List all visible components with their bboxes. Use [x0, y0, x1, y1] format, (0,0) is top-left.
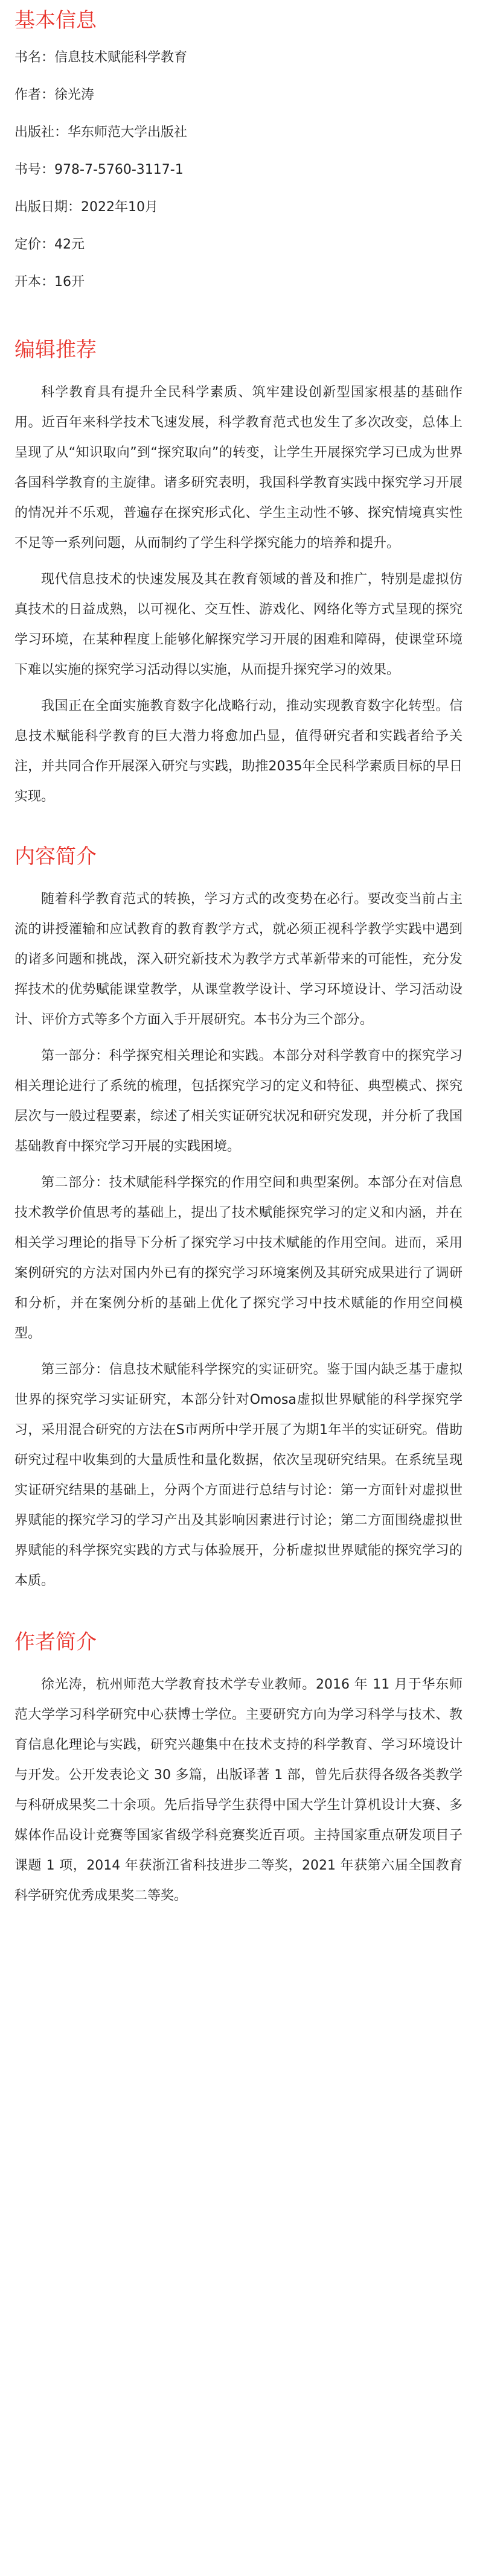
- publish-date-label: 出版日期：: [14, 200, 82, 215]
- author-line: [14, 86, 463, 105]
- book-title-label: 书名：: [14, 50, 55, 65]
- content-summary-paragraph: 第一部分：科学探究相关理论和实践。本部分对科学教育中的探究学习相关理论进行了系统的梳理，包括探究学习的定义和特征、典型模式、探究层次与一般过程要素，综述了相关实证研究状况和研究发现，并分析了我国基础教育中探究学习开展的实践困境。: [14, 1048, 463, 1154]
- author-intro-section: [14, 1629, 463, 1911]
- content-summary-section: [14, 843, 463, 1596]
- author-intro-paragraph: 徐光涛，杭州师范大学教育技术学专业教师。2016 年 11 月于华东师范大学学习科学研究中心获博士学位。主要研究方向为学习科学与技术、教育信息化理论与实践，研究兴趣集中在技术支持的科学教育、学习环境设计与开发。公开发表论文 30 多篇，出版译著 1 部，曾先后获得各级各类教学与科研成果奖二十余项。先后指导学生获得中国大学生计算机设计大赛、多媒体作品设计竞赛等国家省级学科竞赛奖近百项。主持国家重点研发项目子课题 1 项，2014 年获浙江省科技进步二等奖，2021 年获第六届全国教育科学研究优秀成果奖二等奖。: [14, 1677, 463, 1903]
- editor-recommendation-heading: 编辑推荐: [14, 338, 97, 362]
- editor-recommendation-paragraph: 现代信息技术的快速发展及其在教育领域的普及和推广，特别是虚拟仿真技术的日益成熟，以可视化、交互性、游戏化、网络化等方式呈现的探究学习环境，在某种程度上能够化解探究学习开展的困难和障碍，使课堂环境下难以实施的探究学习活动得以实施，从而提升探究学习的效果。: [14, 572, 463, 677]
- format-label: 开本：: [14, 274, 55, 290]
- publish-date-value: 2022年10月: [81, 200, 158, 215]
- format-line: [14, 273, 463, 292]
- isbn-line: [14, 160, 463, 180]
- content-summary-heading: 内容简介: [14, 845, 97, 869]
- editor-recommendation-paragraph: 我国正在全面实施教育数字化战略行动，推动实现教育数字化转型。信息技术赋能科学教育的巨大潜力将愈加凸显，值得研究者和实践者给予关注，并共同合作开展深入研究与实践，助推2035年全民科学素质目标的早日实现。: [14, 699, 463, 804]
- publisher-value: 华东师范大学出版社: [68, 125, 188, 140]
- content-summary-paragraph: 第二部分：技术赋能科学探究的作用空间和典型案例。本部分在对信息技术教学价值思考的基础上，提出了技术赋能探究学习的定义和内涵，并在相关学习理论的指导下分析了探究学习中技术赋能的作用空间。进而，采用案例研究的方法对国内外已有的探究学习环境案例及其研究成果进行了调研和分析，并在案例分析的基础上优化了探究学习中技术赋能的作用空间模型。: [14, 1175, 463, 1341]
- isbn-value: 978-7-5760-3117-1: [54, 162, 184, 177]
- price-label: 定价：: [14, 237, 55, 252]
- content-summary-paragraph: 随着科学教育范式的转换，学习方式的改变势在必行。要改变当前占主流的讲授灌输和应试教育的教育教学方式，就必须正视科学教学实践中遇到的诸多问题和挑战，深入研究新技术为教学方式革新带来的可能性，充分发挥技术的优势赋能课堂教学，从课堂教学设计、学习环境设计、学习活动设计、评价方式等多个方面入手开展研究。本书分为三个部分。: [14, 892, 463, 1027]
- publish-date-line: [14, 198, 463, 217]
- author-intro-heading: 作者简介: [14, 1630, 97, 1654]
- author-value: 徐光涛: [54, 87, 95, 103]
- price-line: [14, 235, 463, 255]
- isbn-label: 书号：: [14, 162, 55, 177]
- price-value: 42元: [54, 237, 85, 252]
- basic-info-section: [14, 7, 463, 292]
- format-value: 16开: [54, 274, 85, 290]
- book-title-line: [14, 48, 463, 68]
- book-title-value: 信息技术赋能科学教育: [54, 50, 188, 65]
- content-summary-paragraph: 第三部分：信息技术赋能科学探究的实证研究。鉴于国内缺乏基于虚拟世界的探究学习实证研究，本部分针对Omosa虚拟世界赋能的科学探究学习，采用混合研究的方法在S市两所中学开展了为期1年半的实证研究。借助研究过程中收集到的大量质性和量化数据，依次呈现研究结果。在系统呈现实证研究结果的基础上，分两个方面进行总结与讨论：第一方面针对虚拟世界赋能的探究学习的学习产出及其影响因素进行讨论；第二方面围绕虚拟世界赋能的科学探究实践的方式与体验展开，分析虚拟世界赋能的探究学习的本质。: [14, 1362, 463, 1588]
- author-label: 作者：: [14, 87, 55, 103]
- publisher-line: [14, 123, 463, 142]
- basic-info-heading: 基本信息: [14, 8, 97, 33]
- publisher-label: 出版社：: [14, 125, 68, 140]
- editor-recommendation-section: [14, 337, 463, 812]
- editor-recommendation-paragraph: 科学教育具有提升全民科学素质、筑牢建设创新型国家根基的基础作用。近百年来科学技术飞速发展，科学教育范式也发生了多次改变，总体上呈现了从“知识取向”到“探究取向”的转变，让学生开展探究学习已成为世界各国科学教育的主旋律。诸多研究表明，我国科学教育实践中探究学习开展的情况并不乐观，普遍存在探究形式化、学生主动性不够、探究情境真实性不足等一系列问题，从而制约了学生科学探究能力的培养和提升。: [14, 385, 463, 551]
